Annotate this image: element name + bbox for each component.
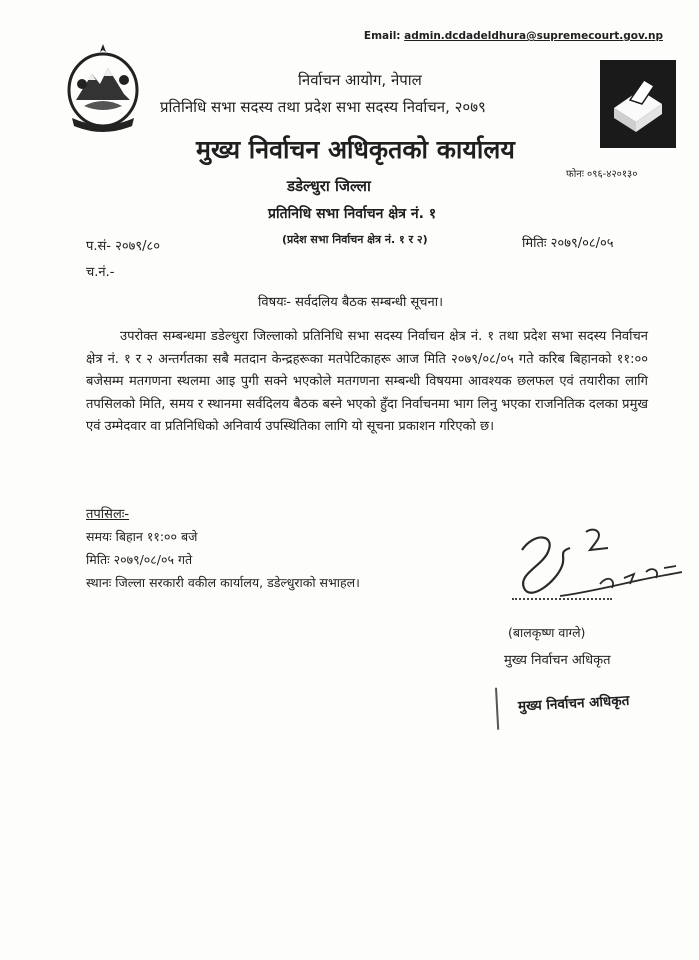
signatory-name: (बालकृष्ण वाग्ले) [508,625,586,640]
signature-dotted-line [512,598,612,600]
dispatch-number: च.नं.- [86,265,115,280]
subject-line: विषयः- सर्वदलिय बैठक सम्बन्धी सूचना। [258,295,444,310]
letter-date: मितिः २०७९/०८/०५ [522,236,614,251]
email-label: Email: [363,30,401,42]
district-name: डडेल्धुरा जिल्ला [287,177,371,195]
constituency-line: प्रतिनिधि सभा निर्वाचन क्षेत्र नं. १ [268,206,437,222]
body-paragraph: उपरोक्त सम्बन्धमा डडेल्धुरा जिल्लाको प्रतिनिधि सभा सदस्य निर्वाचन क्षेत्र नं. १ तथा प्रदेश सभा सदस्य निर्वाचन क्षेत्र नं. १ र २ अन्तर्गतका सबै मतदान केन्द्रहरूका मतपेटिकाहरू आज मिति २०७९/०८/०५ गते करिब बिहानको ११:०० बजेसम्म मतगणना स्थलमा आइ पुगी सक्ने भएकोले मतगणना सम्बन्धी विषयमा आवश्यक छलफल एवं तयारीका लागि तपसिलको मिति, समय र स्थानमा सर्वदिलय बैठक बस्ने भएको हुँदा निर्वाचनमा भाग लिनु भएका राजनितिक दलका प्रमुख एवं उम्मेदवार वा प्रतिनिधिको अनिवार्य उपस्थितिका लागि यो सूचना प्रकाशन गरिएको छ। [86,329,648,434]
province-constituency-line: (प्रदेश सभा निर्वाचन क्षेत्र नं. १ र २) [282,233,428,246]
handwritten-signature-icon [500,522,690,622]
nepal-emblem-icon [62,40,144,136]
email-line [364,30,663,42]
office-title: मुख्य निर्वाचन अधिकृतको कार्यालय [196,135,515,164]
detail-date: मितिः २०७९/०८/०५ गते [86,552,193,567]
signatory-title: मुख्य निर्वाचन अधिकृत [504,653,611,668]
reference-number: प.सं- २०७९/८० [86,239,161,254]
phone-number: फोनः ०९६-४२०१३० [566,169,638,180]
email-address[interactable]: admin.dcdadeldhura@supremecourt.gov.np [404,30,663,42]
ballot-box-logo-icon [600,60,676,148]
official-stamp [495,680,641,729]
commission-name: निर्वाचन आयोग, नेपाल [298,71,422,89]
stamp-text: मुख्य निर्वाचन अधिकृत [517,692,630,715]
election-title: प्रतिनिधि सभा सदस्य तथा प्रदेश सभा सदस्य निर्वाचन, २०७९ [160,98,486,116]
detail-place: स्थानः जिल्ला सरकारी वकील कार्यालय, डडेल्धुराको सभाहल। [86,575,360,590]
details-heading: तपसिलः- [86,507,130,522]
detail-time: समयः बिहान ११:०० बजे [86,529,198,544]
